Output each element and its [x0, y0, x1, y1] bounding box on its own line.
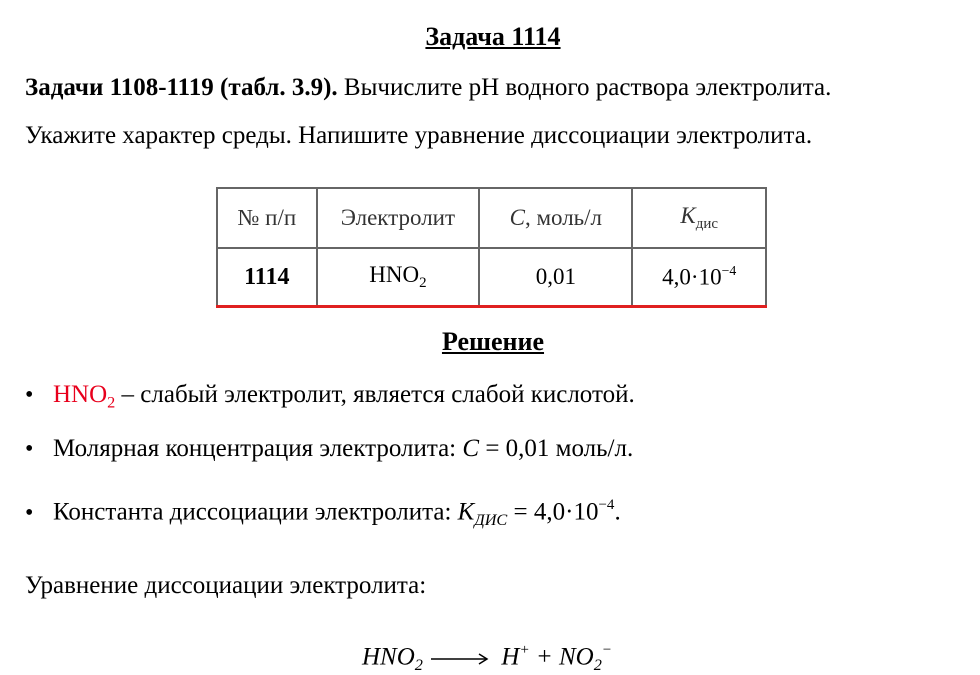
- cell-formula: $HNO_2$: [317, 248, 480, 307]
- cell-num: 1114: [217, 248, 317, 307]
- header-k-dis: $K_{дис}$: [632, 188, 766, 248]
- reaction-arrow-icon: [429, 649, 495, 669]
- equation-label: Уравнение диссоциации электролита:: [25, 572, 427, 599]
- solution-heading: Решение: [441, 327, 545, 356]
- task-line1: Вычислите рН водного раствора электролита.: [337, 74, 832, 101]
- bullet-icon: [25, 381, 53, 409]
- cell-concentration: 0,01: [479, 248, 632, 307]
- cell-k-dis: $4,0\cdot 10^{-4}$: [632, 248, 766, 307]
- header-concentration: С, моль/л: [479, 188, 632, 248]
- dissociation-equation: $HNO_2$ $H^+ + NO_2^-$: [362, 642, 612, 675]
- task-title: Задача 1114: [425, 22, 561, 51]
- data-table: [216, 187, 767, 308]
- task-line2: Укажите характер среды. Напишите уравнение диссоциации электролита.: [25, 122, 813, 149]
- list-item: $•HNO_2$ – слабый электролит, является слабой кислотой.: [25, 381, 635, 413]
- table-header-row: [217, 188, 766, 248]
- bullet-icon: [25, 499, 53, 527]
- formula-hno2: $HNO_2$: [53, 381, 116, 412]
- task-ref: Задачи 1108-1119 (табл. 3.9).: [25, 74, 338, 101]
- table-row: [217, 248, 766, 307]
- header-electrolyte: Электролит: [317, 188, 480, 248]
- list-item: •Константа диссоциации электролита: $K_{ДИС} = 4,0\cdot 10^{-4}$.: [25, 497, 621, 530]
- list-item: •Молярная концентрация электролита: C = 0,01 моль/л.: [25, 435, 633, 463]
- bullet-icon: [25, 435, 53, 463]
- header-num: № п/п: [217, 188, 317, 248]
- task-statement: [25, 64, 960, 160]
